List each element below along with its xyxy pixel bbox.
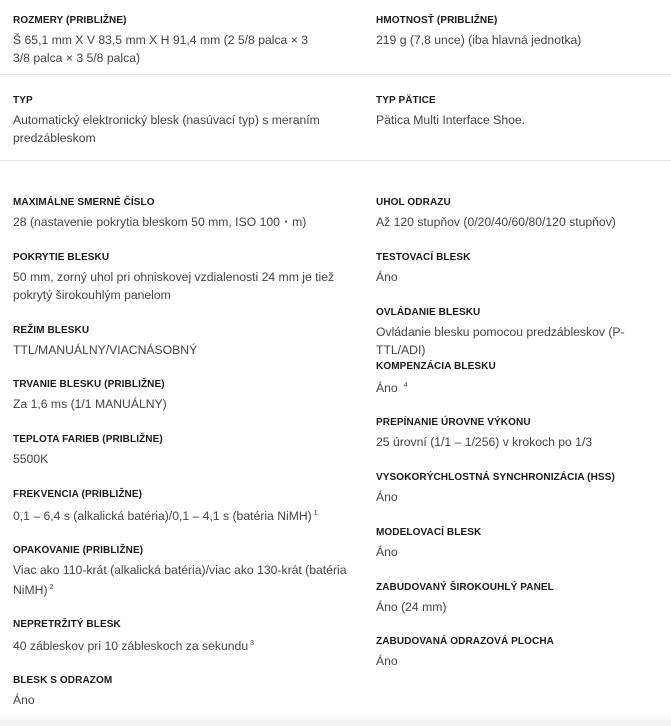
spec-label: ZABUDOVANÝ ŠIROKOUHLÝ PANEL <box>376 582 554 593</box>
spec-label: VYSOKORÝCHLOSTNÁ SYNCHRONIZÁCIA (HSS) <box>376 472 615 483</box>
spec-value: 5500K <box>13 452 49 466</box>
spec-label: TESTOVACÍ BLESK <box>376 252 471 263</box>
spec-value: TTL/MANUÁLNY/VIACNÁSOBNÝ <box>13 343 198 357</box>
spec-wide-panel <box>376 581 666 616</box>
spec-label: BLESK S ODRAZOM <box>13 675 113 686</box>
spec-value: Za 1,6 ms (1/1 MANUÁLNY) <box>13 397 167 411</box>
spec-label: FREKVENCIA (PRIBLIŽNE) <box>13 489 143 500</box>
spec-label: MAXIMÁLNE SMERNÉ ČÍSLO <box>13 197 155 208</box>
footnote-marker: 2 <box>49 584 54 591</box>
spec-bounce-card <box>376 635 666 670</box>
spec-value: Áno <box>13 693 35 707</box>
spec-bounce-angle <box>376 196 666 231</box>
spec-value: 0,1 – 6,4 s (alkalická batéria)/0,1 – 4,1 s (batéria NiMH) $^1$ <box>13 509 318 523</box>
spec-repetition <box>13 544 353 599</box>
spec-value: Až 120 stupňov (0/20/40/60/80/120 stupňov) <box>376 215 616 229</box>
spec-value: Ovládanie blesku pomocou predzábleskov (P-TTL/ADI) <box>376 325 625 357</box>
spec-value: 25 úrovní (1/1 – 1/256) v krokoch po 1/3 <box>376 435 593 449</box>
spec-value: Áno <box>376 270 398 284</box>
spec-label: KOMPENZÁCIA BLESKU <box>376 361 496 372</box>
spec-flash-duration <box>13 378 343 413</box>
spec-bounce-flash <box>13 674 343 709</box>
spec-value: Automatický elektronický blesk (nasúvací typ) s meraním predzábleskom <box>13 113 320 145</box>
spec-label: ROZMERY (PRIBLIŽNE) <box>13 15 127 26</box>
spec-label: POKRYTIE BLESKU <box>13 252 110 263</box>
spec-label: OPAKOVANIE (PRIBLIŽNE) <box>13 545 144 556</box>
spec-max-guide-number <box>13 196 343 231</box>
spec-color-temperature <box>13 433 343 468</box>
spec-hss <box>376 471 666 506</box>
spec-modeling-flash <box>376 526 666 561</box>
spec-label: OVLÁDANIE BLESKU <box>376 307 481 318</box>
spec-value: 28 (nastavenie pokrytia bleskom 50 mm, ISO 100・m) <box>13 215 307 229</box>
spec-label: TEPLOTA FARIEB (PRIBLIŽNE) <box>13 434 163 445</box>
spec-value: Pätica Multi Interface Shoe. <box>376 113 526 127</box>
footnote-marker: 4 <box>403 382 408 389</box>
spec-flash-control <box>376 306 668 359</box>
spec-label: TRVANIE BLESKU (PRIBLIŽNE) <box>13 379 165 390</box>
spec-value: 50 mm, zorný uhol pri ohniskovej vzdialenosti 24 mm je tiež pokrytý širokouhlým panelom <box>13 270 335 302</box>
spec-label: HMOTNOSŤ (PRIBLIŽNE) <box>376 15 498 26</box>
spec-value: Áno $^4$ <box>376 381 408 395</box>
spec-value: Áno <box>376 545 398 559</box>
spec-value: Áno (24 mm) <box>376 600 447 614</box>
spec-label: UHOL ODRAZU <box>376 197 451 208</box>
spec-label: REŽIM BLESKU <box>13 325 90 336</box>
spec-value: Viac ako 110-krát (alkalická batéria)/viac ako 130-krát (batéria NiMH) $^2$ <box>13 563 347 597</box>
footnote-marker: 3 <box>250 640 254 647</box>
spec-label: MODELOVACÍ BLESK <box>376 527 482 538</box>
spec-value: 219 g (7,8 unce) (iba hlavná jednotka) <box>376 33 582 47</box>
spec-label: PREPÍNANIE ÚROVNE VÝKONU <box>376 417 531 428</box>
spec-label: TYP PÄTICE <box>376 95 436 106</box>
spec-value: Š 65,1 mm X V 83,5 mm X H 91,4 mm (2 5/8 palca × 3 3/8 palca × 3 5/8 palca) <box>13 33 308 65</box>
spec-label: NEPRETRŽITÝ BLESK <box>13 619 121 630</box>
spec-value: Áno <box>376 654 398 668</box>
spec-value: Áno <box>376 490 398 504</box>
spec-flash-mode <box>13 324 343 359</box>
spec-label: ZABUDOVANÁ ODRAZOVÁ PLOCHA <box>376 636 554 647</box>
spec-recycle-frequency <box>13 488 353 525</box>
spec-power-level <box>376 416 666 451</box>
spec-continuous-flash <box>13 618 353 655</box>
spec-label: TYP <box>13 95 33 106</box>
spec-flash-compensation <box>376 360 666 397</box>
footnote-marker: 1 <box>313 510 318 517</box>
spec-test-flash <box>376 251 666 286</box>
spec-value: 40 zábleskov pri 10 zábleskoch za sekundu $^3$ <box>13 639 254 653</box>
spec-flash-coverage <box>13 251 343 304</box>
bottom-fade <box>0 712 671 726</box>
